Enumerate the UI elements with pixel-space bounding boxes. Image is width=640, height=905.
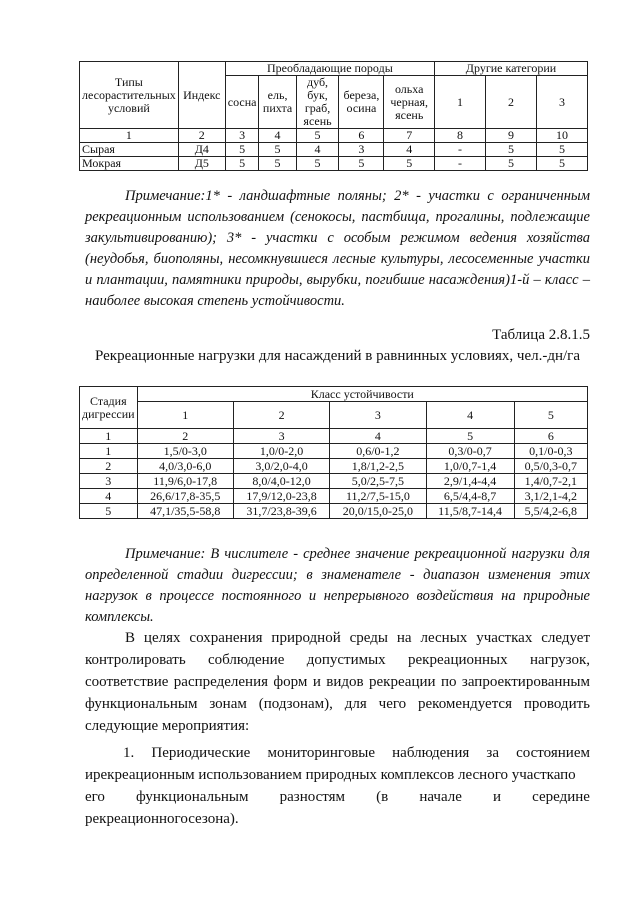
class-header: 3 (330, 402, 426, 429)
list-word: разностям (279, 789, 346, 805)
table-cell: 1,8/1,2-2,5 (330, 459, 426, 474)
table-cell: 5 (259, 143, 296, 157)
table-cell: 1,4/0,7-2,1 (514, 474, 587, 489)
table-cell: 1 (80, 444, 138, 459)
species-header: сосна (225, 76, 259, 129)
table-cell: 5 (225, 157, 259, 171)
species-header: ель, пихта (259, 76, 296, 129)
table-row (80, 129, 588, 143)
list-line-1 (85, 742, 590, 764)
column-number: 1 (80, 429, 138, 444)
column-number: 2 (178, 129, 225, 143)
table-cell: 0,6/0-1,2 (330, 444, 426, 459)
table-cell: 4,0/3,0-6,0 (137, 459, 233, 474)
table-cell: 11,2/7,5-15,0 (330, 489, 426, 504)
column-number: 7 (384, 129, 435, 143)
paragraph-text: В целях сохранения природной среды на лесных участках следует контролировать соблюдение допустимых рекреационных нагрузок, соответствие распределения форм и видов рекреации по запроектированным функциональным зонам (подзонам), для чего рекомендуется проводить следующие мероприятия: (85, 630, 590, 734)
table-row (80, 143, 588, 157)
table-cell: 11,9/6,0-17,8 (137, 474, 233, 489)
table-cell: 5 (259, 157, 296, 171)
table-row (80, 444, 588, 459)
group-header-main: Преобладающие породы (225, 62, 434, 76)
column-number: 8 (435, 129, 486, 143)
table-cell: 26,6/17,8-35,5 (137, 489, 233, 504)
table-cell: 2,9/1,4-4,4 (426, 474, 514, 489)
column-number: 4 (259, 129, 296, 143)
list-line-2: ирекреационным использованием природных комплексов лесного участкапо (85, 767, 576, 783)
table-cell: 5 (296, 157, 339, 171)
table-cell: 5 (537, 143, 588, 157)
other-header: 3 (537, 76, 588, 129)
list-word: Периодические (151, 745, 251, 761)
table-cell: 3,0/2,0-4,0 (233, 459, 329, 474)
table-cell: 3 (80, 474, 138, 489)
list-word: начале (419, 789, 462, 805)
forest-types-table (79, 61, 588, 171)
table-cell: Д5 (178, 157, 225, 171)
column-number: 5 (296, 129, 339, 143)
table-cell: 5 (486, 157, 537, 171)
column-number: 4 (330, 429, 426, 444)
species-header: береза, осина (339, 76, 384, 129)
column-number: 10 (537, 129, 588, 143)
col-header-type: Типы лесорастительных условий (80, 62, 179, 129)
table-cell: 1,0/0,7-1,4 (426, 459, 514, 474)
table-cell: 8,0/4,0-12,0 (233, 474, 329, 489)
body-paragraph (85, 627, 590, 737)
list-word: середине (532, 789, 590, 805)
list-word: 1. (123, 745, 135, 761)
column-number: 2 (137, 429, 233, 444)
table-row (80, 459, 588, 474)
table-number: Таблица 2.8.1.5 (492, 327, 590, 343)
group-header-class: Класс устойчивости (137, 387, 587, 402)
table-cell: 5,5/4,2-6,8 (514, 504, 587, 519)
table-cell: 0,1/0-0,3 (514, 444, 587, 459)
recreation-load-table (79, 386, 588, 519)
table-cell: Д4 (178, 143, 225, 157)
species-header: ольха черная, ясень (384, 76, 435, 129)
column-number: 3 (225, 129, 259, 143)
table-cell: 0,3/0-0,7 (426, 444, 514, 459)
table-cell: 11,5/8,7-14,4 (426, 504, 514, 519)
table-cell: 4 (384, 143, 435, 157)
table-cell: 0,5/0,3-0,7 (514, 459, 587, 474)
col-header-index: Индекс (178, 62, 225, 129)
other-header: 2 (486, 76, 537, 129)
class-header: 5 (514, 402, 587, 429)
note-2-text: Примечание: В числителе - среднее значение рекреационной нагрузки для определенной стадии дигрессии; в знаменателе - диапазон изменения этих нагрузок в процессе постоянного и непрерывного воздействия на природные комплексы. (85, 546, 590, 625)
list-word: его (85, 789, 105, 805)
table-cell: 5 (80, 504, 138, 519)
table-cell: Сырая (80, 143, 179, 157)
table-cell: 1,5/0-3,0 (137, 444, 233, 459)
note-1 (85, 186, 590, 312)
list-word: состоянием (516, 745, 590, 761)
note-2 (85, 544, 590, 628)
other-header: 1 (435, 76, 486, 129)
table-cell: 47,1/35,5-58,8 (137, 504, 233, 519)
class-header: 1 (137, 402, 233, 429)
table-cell: - (435, 143, 486, 157)
table-cell: 5 (384, 157, 435, 171)
list-word: за (486, 745, 499, 761)
table-cell: 3 (339, 143, 384, 157)
list-word: мониторинговые (267, 745, 376, 761)
class-header: 4 (426, 402, 514, 429)
list-word: функциональным (136, 789, 249, 805)
col-header-stage: Стадия дигрессии (80, 387, 138, 429)
table-cell: 6,5/4,4-8,7 (426, 489, 514, 504)
class-header: 2 (233, 402, 329, 429)
table-row (80, 429, 588, 444)
table-row (80, 504, 588, 519)
table-cell: 1,0/0-2,0 (233, 444, 329, 459)
table-cell: 17,9/12,0-23,8 (233, 489, 329, 504)
column-number: 5 (426, 429, 514, 444)
list-word: и (492, 789, 502, 805)
column-number: 3 (233, 429, 329, 444)
list-word: наблюдения (392, 745, 470, 761)
table-title: Рекреационные нагрузки для насаждений в равнинных условиях, чел.-дн/га (95, 348, 580, 364)
table-cell: 5,0/2,5-7,5 (330, 474, 426, 489)
table-row (80, 474, 588, 489)
group-header-other: Другие категории (435, 62, 588, 76)
list-item (85, 742, 590, 830)
table-cell: 5 (225, 143, 259, 157)
table-cell: 20,0/15,0-25,0 (330, 504, 426, 519)
table-cell: 4 (80, 489, 138, 504)
table-cell: 5 (537, 157, 588, 171)
list-line-4: рекреационногосезона). (85, 811, 239, 827)
table-cell: - (435, 157, 486, 171)
table-row (80, 157, 588, 171)
list-line-3 (85, 786, 590, 808)
species-header: дуб, бук, граб, ясень (296, 76, 339, 129)
table-row (80, 489, 588, 504)
table-cell: Мокрая (80, 157, 179, 171)
column-number: 1 (80, 129, 179, 143)
table-cell: 5 (339, 157, 384, 171)
column-number: 6 (339, 129, 384, 143)
list-word: (в (376, 789, 389, 805)
column-number: 6 (514, 429, 587, 444)
table-cell: 2 (80, 459, 138, 474)
table-cell: 4 (296, 143, 339, 157)
table-cell: 3,1/2,1-4,2 (514, 489, 587, 504)
table-cell: 5 (486, 143, 537, 157)
table-cell: 31,7/23,8-39,6 (233, 504, 329, 519)
column-number: 9 (486, 129, 537, 143)
note-1-text: Примечание:1* - ландшафтные поляны; 2* - участки с ограниченным рекреационным использованием (сенокосы, пастбища, прогалины, подлежащие закультивированию); 3* - участки с особым режимом ведения хозяйства (неудобья, биополяны, несомкнувшиеся лесные культуры, лесосеменные участки и плантации, памятники природы, вырубки, погибшие насаждения)1-й – класс – наиболее высокая степень устойчивости. (85, 188, 590, 309)
